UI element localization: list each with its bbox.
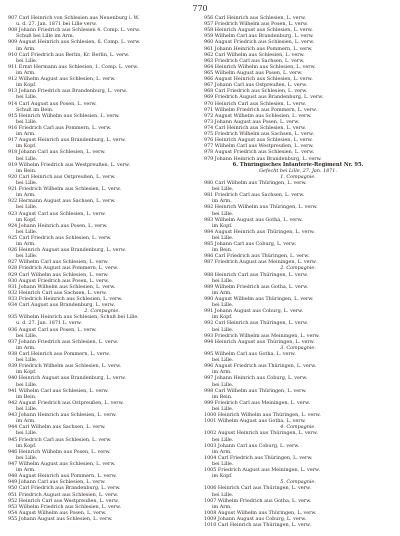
list-entry-continuation: bei Lille. [16, 454, 38, 461]
list-entry: 919 Wilhelm Friedrich aus Westpreußen, L. verw. [8, 161, 131, 168]
list-entry-continuation: im Arm. [16, 131, 36, 138]
list-entry-continuation: im Bein. [16, 393, 37, 400]
list-entry: 971 Wilhelm Friedrich aus Pommern, L. verw. [204, 106, 318, 113]
list-entry: 961 Johann Heinrich aus Pommern, L. verw. [204, 45, 313, 52]
section-heading: 6. Thüringisches Infanterie-Regiment Nr. 95. [232, 161, 364, 168]
right-column [204, 15, 392, 528]
list-entry: 926 Heinrich August aus Brandenburg, L. verw. [8, 247, 126, 254]
list-entry: 948 August Heinrich aus Pommern, L. verw. [8, 473, 117, 480]
list-entry: 988 Heinrich Carl aus Thüringen, L. verw. [204, 271, 308, 278]
list-entry-continuation: im Bein. [212, 247, 233, 254]
list-entry-continuation: bei Lille. [16, 357, 38, 364]
list-entry: 999 Friedrich Carl aus Meiningen, L. verw. [204, 399, 311, 406]
list-entry: 977 Wilhelm Carl aus Westpreußen, L. verw. [204, 143, 314, 150]
list-entry: 976 Heinrich August aus Schlesien, L. verw. [204, 137, 313, 144]
list-entry: 949 Johann Carl aus Schlesien, L. verw. [8, 479, 106, 486]
list-entry-continuation: im Kopf. [16, 82, 37, 89]
list-entry: 945 Friedrich Carl aus Schlesien, L. verw. [8, 436, 112, 443]
section-subheading: 2. Compagnie. [84, 308, 120, 315]
list-entry: 965 Wilhelm August aus Posen, L. verw. [204, 69, 303, 76]
list-entry: 980 Carl Wilhelm aus Thüringen, L. verw. [204, 179, 307, 186]
list-entry: 937 Johann Friedrich aus Schlesien, L. verw. [8, 338, 119, 345]
list-entry: 917 August Heinrich aus Brandenburg, L. verw. [8, 137, 126, 144]
section-subheading: 4. Compagnie. [280, 424, 316, 431]
list-entry: 974 Carl Heinrich aus Schlesien, L. verw. [204, 124, 306, 131]
list-entry-continuation: bei Lille. [16, 332, 38, 339]
list-entry: 918 Johann Carl aus Schlesien, L. verw. [8, 149, 106, 156]
list-entry-continuation: im Arm. [16, 45, 36, 52]
left-column [8, 15, 196, 528]
list-entry-continuation: Schuß bei Lille im Arm. [16, 33, 75, 40]
list-entry-continuation: im Arm. [16, 241, 36, 248]
list-entry: 912 Wilhelm August aus Schlesien, L. verw. [8, 76, 116, 83]
list-entry-continuation: im Arm. [212, 369, 232, 376]
list-entry-continuation: bei Lille. [16, 94, 38, 101]
list-entry: 979 Johann Heinrich aus Brandenburg, L. verw. [204, 155, 322, 162]
list-entry: 1001 Wilhelm August aus Gotha, L. verw. [204, 418, 306, 425]
list-entry: 916 Friedrich Carl aus Pommern, L. verw. [8, 124, 112, 131]
list-entry: 981 Friedrich Carl aus Sachsen, L. verw. [204, 192, 305, 199]
list-entry: 966 August Heinrich aus Schlesien, L. verw. [204, 76, 313, 83]
list-entry: 907 Carl Heinrich von Schlesien aus Neuenburg i. W. [8, 15, 140, 21]
list-entry-continuation: bei Lille. [212, 186, 234, 193]
list-entry-continuation: bei Lille. [16, 179, 38, 186]
list-entry-continuation: bei Lille. [16, 155, 38, 162]
list-entry: 1006 Heinrich Carl aus Thüringen, L. verw. [204, 485, 312, 492]
list-entry: 990 August Wilhelm aus Thüringen, L. verw. [204, 296, 314, 303]
list-entry: 927 Wilhelm Carl aus Schlesien, L. verw. [8, 259, 109, 266]
list-entry: 953 Wilhelm Friedrich aus Schlesien, L. verw. [8, 503, 122, 510]
list-entry: 998 Carl Wilhelm aus Thüringen, L. verw. [204, 387, 307, 394]
list-entry-continuation: bei Lille. [16, 204, 38, 211]
list-entry: 983 Wilhelm August aus Gotha, L. verw. [204, 216, 303, 223]
list-entry: 987 Friedrich August aus Meiningen, L. verw. [204, 259, 317, 266]
list-entry-continuation: bei Lille. [16, 430, 38, 437]
list-entry: 963 Friedrich Carl aus Sachsen, L. verw. [204, 57, 305, 64]
list-entry-continuation: im Arm. [16, 69, 36, 76]
list-entry: 930 August Friedrich aus Posen, L. verw. [8, 277, 110, 284]
list-entry: 936 August Carl aus Posen, L. verw. [8, 326, 97, 333]
list-entry-continuation: Schuß im Bein. [16, 106, 54, 113]
list-entry: 968 Carl Friedrich aus Schlesien, L. verw. [204, 88, 308, 95]
list-entry-continuation: bei Lille. [212, 234, 234, 241]
list-entry: 1007 Wilhelm Friedrich aus Gotha, L. verw. [204, 497, 312, 504]
list-entry-continuation: im Kopf. [212, 222, 233, 229]
page-number: 770 [192, 4, 208, 13]
list-entry-continuation: im Arm. [212, 289, 232, 296]
list-entry: 955 Johann August aus Schlesien, L. verw. [8, 515, 113, 522]
list-entry: 1004 Carl Friedrich aus Thüringen, L. verw. [204, 454, 313, 461]
list-entry-continuation: bei Lille. [212, 381, 234, 388]
list-entry: 915 Heinrich Wilhelm aus Schlesien, L. verw. [8, 112, 120, 119]
list-entry: 951 Friedrich August aus Schlesien, L. verw. [8, 491, 119, 498]
list-entry-continuation: im Arm. [16, 467, 36, 474]
list-entry: 970 Heinrich Carl aus Schlesien, L. verw. [204, 100, 306, 107]
list-entry: 914 Carl August aus Posen, L. verw. [8, 100, 97, 107]
list-entry: 989 Wilhelm Friedrich aus Gotha, L. verw. [204, 283, 309, 290]
list-entry: 957 Friedrich Wilhelm aus Posen, L. verw. [204, 21, 308, 28]
list-entry: 1008 August Wilhelm aus Thüringen, L. verw. [204, 509, 317, 516]
list-entry-continuation: im Arm. [16, 418, 36, 425]
list-entry-continuation: im Arm. [212, 448, 232, 455]
list-entry-continuation: bei Lille. [212, 436, 234, 443]
list-entry-continuation: im Arm. [16, 192, 36, 199]
list-entry: 984 August Heinrich aus Thüringen, L. verw. [204, 228, 315, 235]
list-entry: 950 Carl Friedrich aus Brandenburg, L. verw. [8, 485, 121, 492]
list-entry-continuation: bei Lille. [16, 406, 38, 412]
list-entry: 938 Carl Heinrich aus Pommern, L. verw. [8, 351, 110, 358]
list-entry-continuation: bei Lille. [16, 228, 38, 235]
list-entry: 929 Carl Wilhelm aus Schlesien, L. verw. [8, 271, 109, 278]
list-entry: 958 Heinrich August aus Schlesien, L. verw. [204, 27, 313, 34]
list-entry: 969 Friedrich August aus Brandenburg, L. verw. [204, 94, 324, 101]
list-entry-continuation: bei Lille. [212, 491, 234, 498]
list-entry: 910 Carl Friedrich aus Berlin, Kr. Berlin, L. verw. [8, 51, 130, 58]
text-columns [8, 15, 392, 528]
list-entry-continuation: im Kopf. [212, 473, 233, 480]
list-entry-continuation: bei Lille. [16, 118, 38, 125]
list-entry: 986 Carl Friedrich aus Thüringen, L. verw. [204, 253, 310, 260]
list-entry-continuation: im Arm. [212, 198, 232, 205]
list-entry: 924 Johann Heinrich aus Posen, L. verw. [8, 222, 108, 229]
list-entry: 920 Carl Heinrich aus Ostpreußen, L. verw. [8, 173, 116, 180]
list-entry-continuation: im Kopf. [16, 143, 37, 150]
list-entry: 933 Friedrich Heinrich aus Schlesien, L. verw. [8, 296, 123, 303]
list-entry: 942 August Friedrich aus Ostpreußen, L. verw. [8, 399, 124, 406]
list-entry: 973 Johann August aus Posen, L. verw. [204, 118, 300, 125]
list-entry: 978 August Friedrich aus Schlesien, L. verw. [204, 149, 315, 156]
list-entry-continuation: im Arm. [212, 503, 232, 510]
list-entry-continuation: bei Lille. [212, 357, 234, 364]
list-entry: 994 Heinrich August aus Thüringen, L. verw. [204, 338, 315, 345]
list-entry: 1010 Carl Heinrich aus Thüringen, L. verw. [204, 522, 312, 529]
list-entry: 991 Johann August aus Coburg, L. verw. [204, 308, 304, 315]
list-entry-continuation: bei Lille. [212, 277, 234, 284]
list-entry: 975 Friedrich Wilhelm aus Sachsen, L. verw. [204, 131, 315, 138]
list-entry: 1005 Friedrich August aus Meiningen, L. verw. [204, 467, 321, 474]
list-entry-continuation: im Kopf. [212, 314, 233, 321]
list-entry-continuation: bei Lille. [212, 210, 234, 217]
list-entry-continuation: im Kopf. [16, 369, 37, 376]
list-entry: 964 Heinrich Wilhelm aus Schlesien, L. verw. [204, 63, 316, 70]
list-entry-continuation: bei Lille. [212, 406, 234, 412]
list-entry: 947 Wilhelm August aus Schlesien, L. verw. [8, 460, 116, 467]
list-entry: 982 Heinrich Wilhelm aus Thüringen, L. verw. [204, 204, 318, 211]
list-entry: 931 Johann Wilhelm aus Schlesien, L. verw. [8, 283, 116, 290]
list-entry: 962 Carl Wilhelm aus Schlesien, L. verw. [204, 51, 305, 58]
section-subheading: 5. Compagnie. [280, 479, 316, 486]
list-entry-continuation: bei Lille. [212, 302, 234, 309]
list-entry: 943 Johann Heinrich aus Schlesien, L. verw. [8, 412, 117, 419]
list-entry: 923 August Carl aus Schlesien, L. verw. [8, 210, 106, 217]
list-entry: 1003 Johann Carl aus Coburg, L. verw. [204, 442, 300, 449]
list-entry: 997 Johann Heinrich aus Coburg, L. verw. [204, 375, 308, 382]
list-entry: 996 August Friedrich aus Thüringen, L. verw. [204, 363, 317, 370]
list-entry: 939 Friedrich Wilhelm aus Schlesien, L. verw. [8, 363, 122, 370]
list-entry-continuation: bei Lille. [16, 381, 38, 388]
list-entry-continuation: im Arm. [16, 344, 36, 351]
list-entry: 993 Friedrich Wilhelm aus Meiningen, L. verw. [204, 332, 320, 339]
list-entry: 992 Carl Heinrich aus Thüringen, L. verw. [204, 320, 308, 327]
list-entry-continuation: bei Lille. [16, 253, 38, 260]
section-subheading: 2. Compagnie. [280, 265, 316, 272]
list-entry: 959 Wilhelm Carl aus Brandenburg, L. verw. [204, 33, 314, 40]
section-subheading: 1. Compagnie. [280, 173, 316, 180]
list-entry: 952 Heinrich Carl aus Westpreußen, L. verw. [8, 497, 119, 504]
list-entry: 956 Carl Heinrich aus Schlesien, L. verw. [204, 15, 306, 21]
list-entry-continuation: bei Lille. [212, 460, 234, 467]
list-entry: 911 Ernst Hermann aus Schlesien, 1. Comp. L. verw. [8, 63, 139, 70]
list-entry: 922 Hermann August aus Sachsen, L. verw. [8, 198, 116, 205]
list-entry-continuation: bei Lille. [16, 57, 38, 64]
list-entry: 1002 August Heinrich aus Thüringen, L. verw. [204, 430, 318, 437]
list-entry: 909 August Heinrich aus Schlesien, 6. Comp. L. verw. [8, 39, 141, 46]
list-entry-continuation: bei Lille. [212, 326, 234, 333]
list-entry: 1000 Heinrich Wilhelm aus Thüringen, L. verw. [204, 412, 321, 419]
list-entry: 985 Johann Carl aus Coburg, L. verw. [204, 241, 297, 248]
list-entry-continuation: im Kopf. [16, 216, 37, 223]
list-entry: 954 August Wilhelm aus Posen, L. verw. [8, 509, 107, 516]
list-entry: 913 Johann Friedrich aus Brandenburg, L. verw. [8, 88, 128, 95]
list-entry: 925 Carl Friedrich aus Schlesien, L. verw. [8, 234, 112, 241]
list-entry: 908 Johann Friedrich aus Schlesien 4. Comp. L. verw. [8, 27, 141, 34]
list-entry: 1009 Johann August aus Coburg, L. verw. [204, 515, 307, 522]
list-entry: 921 Friedrich Wilhelm aus Schlesien, L. verw. [8, 186, 122, 193]
section-subheading: Gefecht bei Lille, 27. Jan. 1871. [259, 167, 337, 174]
list-entry: 944 Carl Wilhelm aus Sachsen, L. verw. [8, 424, 106, 431]
list-entry: 941 Wilhelm Carl aus Schlesien, L. verw. [8, 387, 109, 394]
list-entry: 995 Wilhelm Carl aus Gotha, L. verw. [204, 351, 296, 358]
list-entry: 928 Friedrich August aus Pommern, L. verw. [8, 265, 119, 272]
list-entry: 946 Heinrich Wilhelm aus Posen, L. verw. [8, 448, 111, 455]
section-subheading: 3. Compagnie. [280, 344, 316, 351]
list-entry-continuation: u. d. 27. Jan. 1871 bei Lille verw. [16, 21, 97, 28]
list-entry-continuation: im Kopf. [16, 442, 37, 449]
list-entry: 960 August Friedrich aus Schlesien, L. verw. [204, 39, 315, 46]
list-entry: 935 Wilhelm Heinrich aus Schlesien, Schuß bei Lille. [8, 314, 139, 321]
list-entry: 967 Johann Carl aus Ostpreußen, L. verw. [204, 82, 308, 89]
list-entry-continuation: u. d. 27. Jan. 1871 L. verw. [16, 320, 82, 327]
list-entry: 932 Heinrich Carl aus Sachsen, L. verw. [8, 289, 107, 296]
list-entry: 934 Carl August aus Brandenburg, L. verw. [8, 302, 115, 309]
list-entry-continuation: im Bein. [212, 393, 233, 400]
list-entry-continuation: im Bein. [16, 167, 37, 174]
list-entry: 940 Heinrich August aus Brandenburg, L. verw. [8, 375, 126, 382]
list-entry: 972 August Wilhelm aus Schlesien, L. verw. [204, 112, 312, 119]
